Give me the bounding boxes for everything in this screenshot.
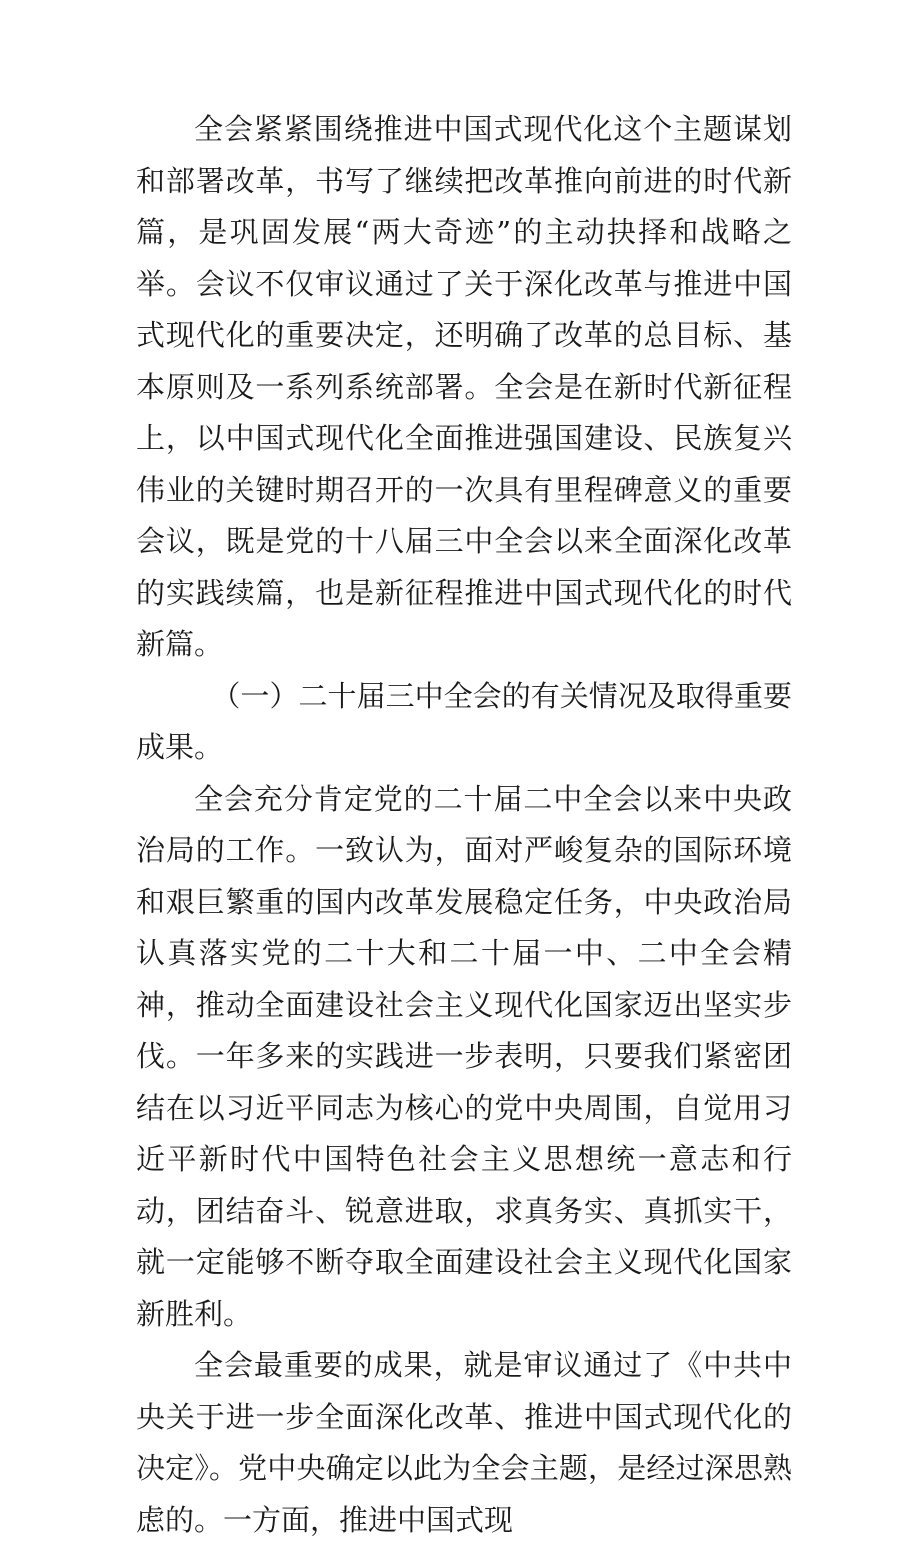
document-body — [136, 104, 792, 1546]
paragraph-key-outcome: 全会最重要的成果，就是审议通过了《中共中央关于进一步全面深化改革、推进中国式现代化的决定》。党中央确定以此为全会主题，是经过深思熟虑的。一方面，推进中国式现 — [136, 1348, 792, 1537]
paragraph-intro: 全会紧紧围绕推进中国式现代化这个主题谋划和部署改革，书写了继续把改革推向前进的时代新篇，是巩固发展“两大奇迹”的主动抉择和战略之举。会议不仅审议通过了关于深化改革与推进中国式现代化的重要决定，还明确了改革的总目标、基本原则及一系列系统部署。全会是在新时代新征程上，以中国式现代化全面推进强国建设、民族复兴伟业的关键时期召开的一次具有里程碑意义的重要会议，既是党的十八届三中全会以来全面深化改革的实践续篇，也是新征程推进中国式现代化的时代新篇。 — [136, 112, 792, 661]
paragraph-work-review: 全会充分肯定党的二十届二中全会以来中央政治局的工作。一致认为，面对严峻复杂的国际环境和艰巨繁重的国内改革发展稳定任务，中央政治局认真落实党的二十大和二十届一中、二中全会精神，推动全面建设社会主义现代化国家迈出坚实步伐。一年多来的实践进一步表明，只要我们紧密团结在以习近平同志为核心的党中央周围，自觉用习近平新时代中国特色社会主义思想统一意志和行动，团结奋斗、锐意进取，求真务实、真抓实干，就一定能够不断夺取全面建设社会主义现代化国家新胜利。 — [136, 781, 792, 1331]
section-heading: （一）二十届三中全会的有关情况及取得重要成果。 — [136, 678, 792, 764]
